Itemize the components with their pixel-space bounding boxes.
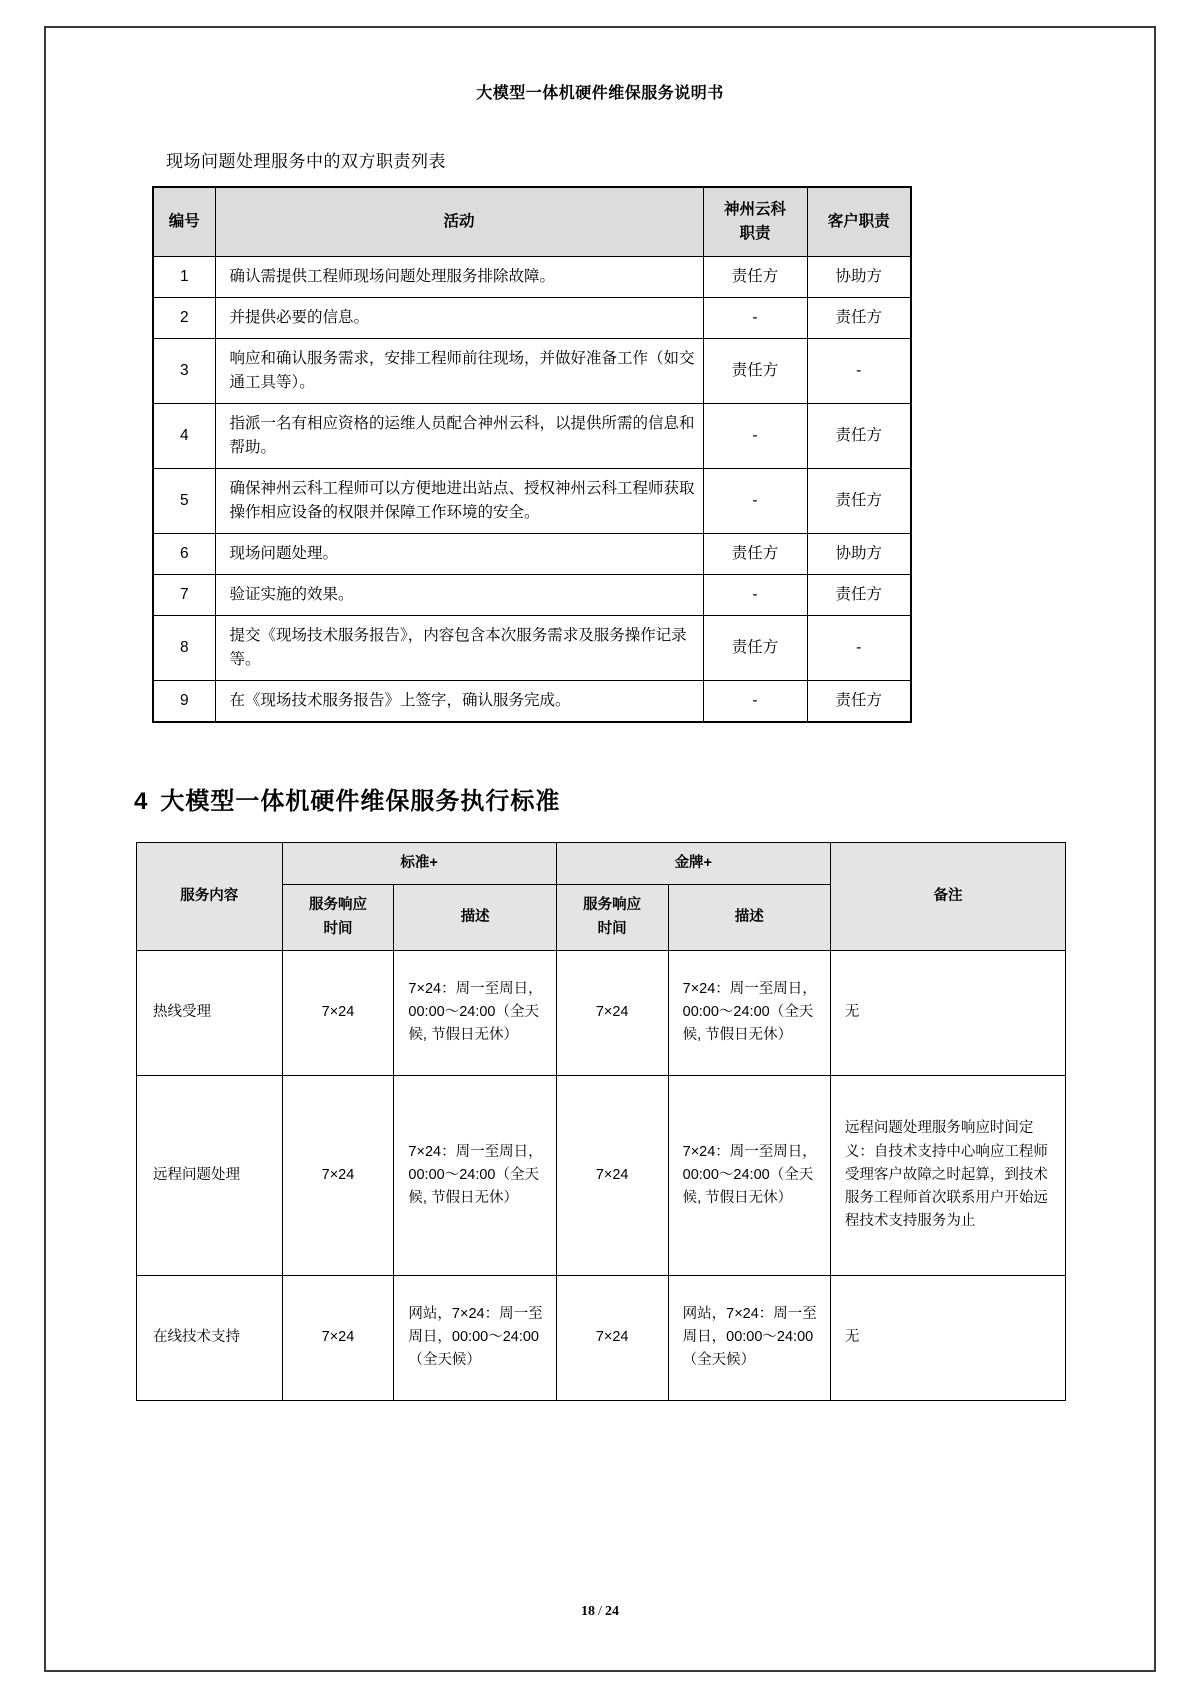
service-standard-table bbox=[136, 842, 1066, 1401]
cell-number: 9 bbox=[153, 681, 215, 723]
cell-vendor: 责任方 bbox=[703, 534, 807, 575]
cell-gold-time: 7×24 bbox=[556, 950, 668, 1075]
table-row bbox=[153, 616, 911, 681]
table-row bbox=[153, 681, 911, 723]
cell-standard-time: 7×24 bbox=[282, 1075, 394, 1275]
col-header-service-content: 服务内容 bbox=[137, 843, 283, 951]
cell-vendor: - bbox=[703, 404, 807, 469]
cell-activity: 指派一名有相应资格的运维人员配合神州云科，以提供所需的信息和帮助。 bbox=[215, 404, 703, 469]
cell-activity: 确保神州云科工程师可以方便地进出站点、授权神州云科工程师获取操作相应设备的权限并保障工作环境的安全。 bbox=[215, 469, 703, 534]
cell-customer: 责任方 bbox=[807, 404, 911, 469]
cell-customer: 责任方 bbox=[807, 469, 911, 534]
col-header-response-line1: 服务响应 bbox=[583, 897, 642, 914]
cell-customer: - bbox=[807, 616, 911, 681]
col-header-vendor-line1: 神州云科 bbox=[723, 201, 786, 218]
footer-page-number: 18 bbox=[581, 1604, 596, 1619]
cell-activity: 提交《现场技术服务报告》，内容包含本次服务需求及服务操作记录等。 bbox=[215, 616, 703, 681]
cell-gold-desc: 7×24：周一至周日，00:00～24:00（全天候, 节假日无休） bbox=[668, 950, 830, 1075]
cell-vendor: 责任方 bbox=[703, 616, 807, 681]
document-header-title: 大模型一体机硬件维保服务说明书 bbox=[476, 85, 724, 102]
table-header-row-group bbox=[137, 843, 1066, 885]
responsibility-table-head bbox=[153, 187, 911, 257]
cell-customer: - bbox=[807, 339, 911, 404]
cell-vendor: - bbox=[703, 575, 807, 616]
cell-number: 5 bbox=[153, 469, 215, 534]
table-row bbox=[153, 339, 911, 404]
table-row bbox=[153, 575, 911, 616]
table-row bbox=[153, 469, 911, 534]
footer-separator: / bbox=[598, 1604, 602, 1619]
col-header-customer-responsibility: 客户职责 bbox=[807, 187, 911, 257]
cell-activity: 验证实施的效果。 bbox=[215, 575, 703, 616]
section-heading bbox=[134, 781, 1066, 816]
cell-number: 4 bbox=[153, 404, 215, 469]
cell-gold-desc: 7×24：周一至周日，00:00～24:00（全天候, 节假日无休） bbox=[668, 1075, 830, 1275]
table-header-row bbox=[153, 187, 911, 257]
service-standard-table-head bbox=[137, 843, 1066, 951]
col-header-vendor-responsibility bbox=[703, 187, 807, 257]
table-row bbox=[153, 298, 911, 339]
col-header-vendor-line2: 职责 bbox=[739, 225, 771, 243]
cell-number: 1 bbox=[153, 257, 215, 298]
col-header-response-line2: 时间 bbox=[323, 920, 353, 937]
cell-activity: 并提供必要的信息。 bbox=[215, 298, 703, 339]
cell-activity: 确认需提供工程师现场问题处理服务排除故障。 bbox=[215, 257, 703, 298]
table-row bbox=[137, 950, 1066, 1075]
page-footer bbox=[44, 1604, 1156, 1620]
table1-caption: 现场问题处理服务中的双方职责列表 bbox=[166, 152, 446, 171]
section-title-text: 大模型一体机硬件维保服务执行标准 bbox=[160, 788, 561, 816]
cell-standard-time: 7×24 bbox=[282, 1275, 394, 1400]
cell-activity: 现场问题处理。 bbox=[215, 534, 703, 575]
cell-number: 8 bbox=[153, 616, 215, 681]
col-header-gold-desc: 描述 bbox=[668, 885, 830, 950]
table-row bbox=[153, 404, 911, 469]
table-row bbox=[137, 1275, 1066, 1400]
col-header-standard-desc: 描述 bbox=[394, 885, 556, 950]
cell-note: 无 bbox=[830, 950, 1065, 1075]
cell-customer: 责任方 bbox=[807, 681, 911, 723]
responsibility-table bbox=[152, 186, 912, 723]
col-header-group-standard: 标准+ bbox=[282, 843, 556, 885]
cell-number: 2 bbox=[153, 298, 215, 339]
col-header-number: 编号 bbox=[153, 187, 215, 257]
footer-total-pages: 24 bbox=[604, 1604, 619, 1619]
cell-customer: 责任方 bbox=[807, 298, 911, 339]
col-header-group-gold: 金牌+ bbox=[556, 843, 830, 885]
cell-customer: 协助方 bbox=[807, 257, 911, 298]
col-header-gold-response-time bbox=[556, 885, 668, 950]
col-header-response-line1: 服务响应 bbox=[308, 897, 367, 914]
cell-vendor: 责任方 bbox=[703, 339, 807, 404]
cell-standard-desc: 7×24：周一至周日，00:00～24:00（全天候, 节假日无休） bbox=[394, 950, 556, 1075]
col-header-note: 备注 bbox=[830, 843, 1065, 951]
cell-service-name: 远程问题处理 bbox=[137, 1075, 283, 1275]
cell-customer: 责任方 bbox=[807, 575, 911, 616]
col-header-response-line2: 时间 bbox=[597, 920, 627, 937]
cell-activity: 在《现场技术服务报告》上签字，确认服务完成。 bbox=[215, 681, 703, 723]
cell-vendor: - bbox=[703, 681, 807, 723]
table-row bbox=[153, 257, 911, 298]
cell-number: 6 bbox=[153, 534, 215, 575]
col-header-activity: 活动 bbox=[215, 187, 703, 257]
cell-activity: 响应和确认服务需求，安排工程师前往现场，并做好准备工作（如交通工具等）。 bbox=[215, 339, 703, 404]
cell-customer: 协助方 bbox=[807, 534, 911, 575]
cell-standard-desc: 7×24：周一至周日，00:00～24:00（全天候, 节假日无休） bbox=[394, 1075, 556, 1275]
cell-gold-time: 7×24 bbox=[556, 1275, 668, 1400]
cell-vendor: - bbox=[703, 469, 807, 534]
service-standard-table-body bbox=[137, 950, 1066, 1400]
cell-gold-desc: 网站，7×24：周一至周日，00:00～24:00（全天候） bbox=[668, 1275, 830, 1400]
cell-vendor: - bbox=[703, 298, 807, 339]
responsibility-table-body bbox=[153, 257, 911, 723]
table-row bbox=[153, 534, 911, 575]
section-number: 4 bbox=[134, 788, 149, 816]
cell-note: 无 bbox=[830, 1275, 1065, 1400]
cell-gold-time: 7×24 bbox=[556, 1075, 668, 1275]
col-header-standard-response-time bbox=[282, 885, 394, 950]
cell-vendor: 责任方 bbox=[703, 257, 807, 298]
cell-number: 7 bbox=[153, 575, 215, 616]
page-content bbox=[44, 26, 1156, 1672]
cell-service-name: 热线受理 bbox=[137, 950, 283, 1075]
cell-standard-time: 7×24 bbox=[282, 950, 394, 1075]
cell-note: 远程问题处理服务响应时间定义：自技术支持中心响应工程师受理客户故障之时起算，到技术服务工程师首次联系用户开始远程技术支持服务为止 bbox=[830, 1075, 1065, 1275]
cell-number: 3 bbox=[153, 339, 215, 404]
table-row bbox=[137, 1075, 1066, 1275]
cell-standard-desc: 网站，7×24：周一至周日，00:00～24:00（全天候） bbox=[394, 1275, 556, 1400]
cell-service-name: 在线技术支持 bbox=[137, 1275, 283, 1400]
